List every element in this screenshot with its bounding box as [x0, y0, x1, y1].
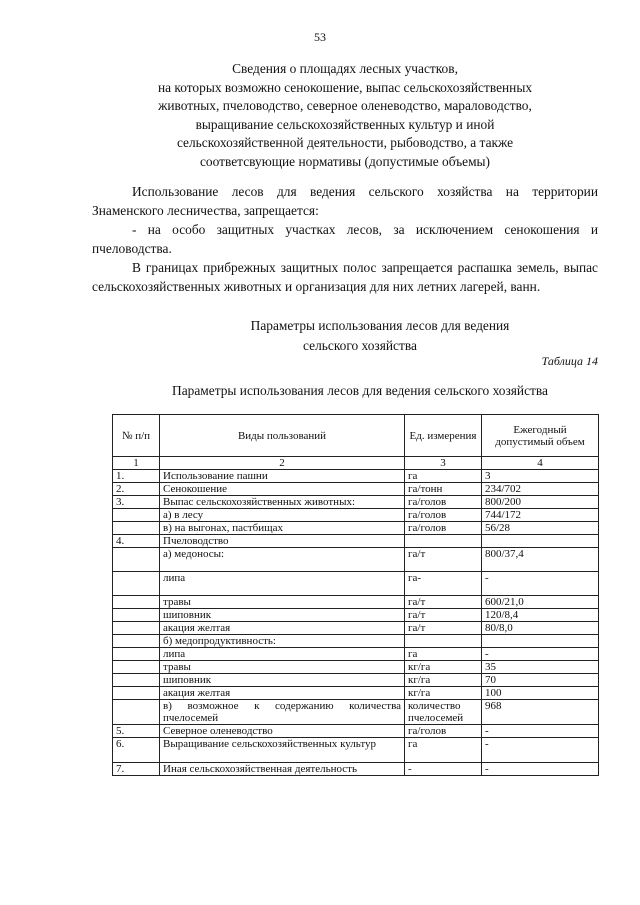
table-row — [113, 635, 599, 648]
row-number-cell — [113, 648, 160, 661]
parameters-table — [112, 414, 599, 776]
row-unit-cell: га/тонн — [405, 483, 482, 496]
row-unit-cell: га/т — [405, 548, 482, 572]
row-number-cell — [113, 661, 160, 674]
table-row — [113, 483, 599, 496]
table-row — [113, 622, 599, 635]
row-value-cell: 3 — [482, 470, 599, 483]
column-number-cell: 4 — [482, 457, 599, 470]
paragraph-prohibition: Использование лесов для ведения сельского хозяйства на территории Знаменского лесничества, запрещается: — [92, 184, 598, 218]
table-row — [113, 700, 599, 725]
table-row — [113, 535, 599, 548]
row-unit-cell: кг/га — [405, 674, 482, 687]
row-unit-cell: га — [405, 470, 482, 483]
row-name-cell: Использование пашни — [160, 470, 405, 483]
row-name-cell: а) в лесу — [160, 509, 405, 522]
row-name-cell: травы — [160, 596, 405, 609]
table-row — [113, 609, 599, 622]
table-row — [113, 509, 599, 522]
row-number-cell — [113, 596, 160, 609]
row-number-cell — [113, 700, 160, 725]
row-value-cell: 800/200 — [482, 496, 599, 509]
row-number-cell — [113, 622, 160, 635]
table-row — [113, 496, 599, 509]
row-name-cell: Сенокошение — [160, 483, 405, 496]
table-row — [113, 522, 599, 535]
title-line: сельскохозяйственной деятельности, рыбоводство, а также — [176, 135, 514, 150]
row-number-cell — [113, 509, 160, 522]
title-line: выращивание сельскохозяйственных культур и иной — [195, 116, 495, 132]
row-number-cell — [113, 522, 160, 535]
paragraph-protective-areas: - на особо защитных участках лесов, за исключением сенокошения и пчеловодства. — [92, 222, 598, 256]
table-title: Параметры использования лесов для ведения сельского хозяйства — [172, 383, 548, 398]
row-name-cell: в) на выгонах, пастбищах — [160, 522, 405, 535]
row-value-cell: - — [482, 738, 599, 763]
row-value-cell: 100 — [482, 687, 599, 700]
title-line: животных, пчеловодство, северное оленеводство, мараловодство, — [158, 98, 532, 113]
row-value-cell: - — [482, 763, 599, 776]
table-row — [113, 763, 599, 776]
table-row — [113, 596, 599, 609]
row-value-cell: - — [482, 572, 599, 596]
table-row — [113, 674, 599, 687]
table-row — [113, 725, 599, 738]
header-cell: Виды пользований — [160, 415, 405, 457]
table-row — [113, 572, 599, 596]
column-number-cell: 3 — [405, 457, 482, 470]
title-line: соответсвующие нормативы (допустимые объемы) — [199, 153, 491, 169]
row-number-cell: 4. — [113, 535, 160, 548]
column-number-cell: 2 — [160, 457, 405, 470]
table-row — [113, 687, 599, 700]
row-unit-cell: - — [405, 763, 482, 776]
table-label: Таблица 14 — [541, 354, 598, 368]
title-line: Сведения о площадях лесных участков, — [232, 61, 458, 76]
row-unit-cell: га- — [405, 572, 482, 596]
row-number-cell — [113, 572, 160, 596]
row-name-cell: Иная сельскохозяйственная деятельность — [160, 763, 405, 776]
row-name-cell: липа — [160, 648, 405, 661]
row-name-cell: Выращивание сельскохозяйственных культур — [160, 738, 405, 763]
row-name-cell: Пчеловодство — [160, 535, 405, 548]
row-number-cell — [113, 635, 160, 648]
row-unit-cell: га — [405, 738, 482, 763]
table-row — [113, 661, 599, 674]
row-value-cell: 120/8,4 — [482, 609, 599, 622]
row-name-cell: акация желтая — [160, 687, 405, 700]
row-number-cell: 6. — [113, 738, 160, 763]
row-unit-cell — [405, 635, 482, 648]
table-row — [113, 648, 599, 661]
row-unit-cell: кг/га — [405, 661, 482, 674]
header-cell: Ед. измерения — [405, 415, 482, 457]
row-value-cell: 800/37,4 — [482, 548, 599, 572]
row-number-cell: 2. — [113, 483, 160, 496]
column-number-cell: 1 — [113, 457, 160, 470]
table-row — [113, 738, 599, 763]
paragraph-coastal-strips: В границах прибрежных защитных полос запрещается распашка земель, выпас сельскохозяйственных животных и организация для них летних лагерей, ванн. — [92, 260, 598, 294]
header-cell: Ежегодный допустимый объем — [482, 415, 599, 457]
title-line: на которых возможно сенокошение, выпас сельскохозяйственных — [157, 79, 533, 95]
row-name-cell: Северное оленеводство — [160, 725, 405, 738]
row-name-cell: липа — [160, 572, 405, 596]
row-name-cell: травы — [160, 661, 405, 674]
row-number-cell — [113, 548, 160, 572]
row-value-cell — [482, 635, 599, 648]
row-name-cell: шиповник — [160, 674, 405, 687]
row-value-cell: - — [482, 648, 599, 661]
row-unit-cell: количество пчелосемей — [405, 700, 482, 725]
row-unit-cell: га/голов — [405, 522, 482, 535]
row-name-cell: акация желтая — [160, 622, 405, 635]
row-number-cell: 3. — [113, 496, 160, 509]
page-number: 53 — [314, 30, 326, 44]
row-value-cell: 35 — [482, 661, 599, 674]
header-cell: № п/п — [113, 415, 160, 457]
document-title — [100, 60, 590, 171]
table-header-row — [113, 415, 599, 457]
row-value-cell: 70 — [482, 674, 599, 687]
row-unit-cell: га/т — [405, 622, 482, 635]
column-number-row — [113, 457, 599, 470]
row-number-cell — [113, 687, 160, 700]
row-unit-cell: га/т — [405, 596, 482, 609]
section-subtitle-line2: сельского хозяйства — [303, 338, 417, 353]
row-value-cell — [482, 535, 599, 548]
row-name-cell: а) медоносы: — [160, 548, 405, 572]
row-number-cell: 7. — [113, 763, 160, 776]
row-number-cell: 1. — [113, 470, 160, 483]
row-unit-cell: га/голов — [405, 496, 482, 509]
row-number-cell — [113, 674, 160, 687]
table-row — [113, 470, 599, 483]
row-value-cell: 600/21,0 — [482, 596, 599, 609]
row-value-cell: 968 — [482, 700, 599, 725]
row-value-cell: 234/702 — [482, 483, 599, 496]
row-name-cell: шиповник — [160, 609, 405, 622]
row-name-cell: в) возможное к содержанию количества пчелосемей — [160, 700, 405, 725]
row-number-cell: 5. — [113, 725, 160, 738]
row-unit-cell — [405, 535, 482, 548]
row-value-cell: 80/8,0 — [482, 622, 599, 635]
section-subtitle: Параметры использования лесов для ведения — [250, 318, 510, 333]
table-row — [113, 548, 599, 572]
row-unit-cell: га — [405, 648, 482, 661]
row-number-cell — [113, 609, 160, 622]
row-name-cell: б) медопродуктивность: — [160, 635, 405, 648]
row-unit-cell: га/т — [405, 609, 482, 622]
row-unit-cell: кг/га — [405, 687, 482, 700]
table-body — [113, 470, 599, 776]
row-name-cell: Выпас сельскохозяйственных животных: — [160, 496, 405, 509]
row-value-cell: 744/172 — [482, 509, 599, 522]
row-unit-cell: га/голов — [405, 725, 482, 738]
row-unit-cell: га/голов — [405, 509, 482, 522]
row-value-cell: - — [482, 725, 599, 738]
row-value-cell: 56/28 — [482, 522, 599, 535]
